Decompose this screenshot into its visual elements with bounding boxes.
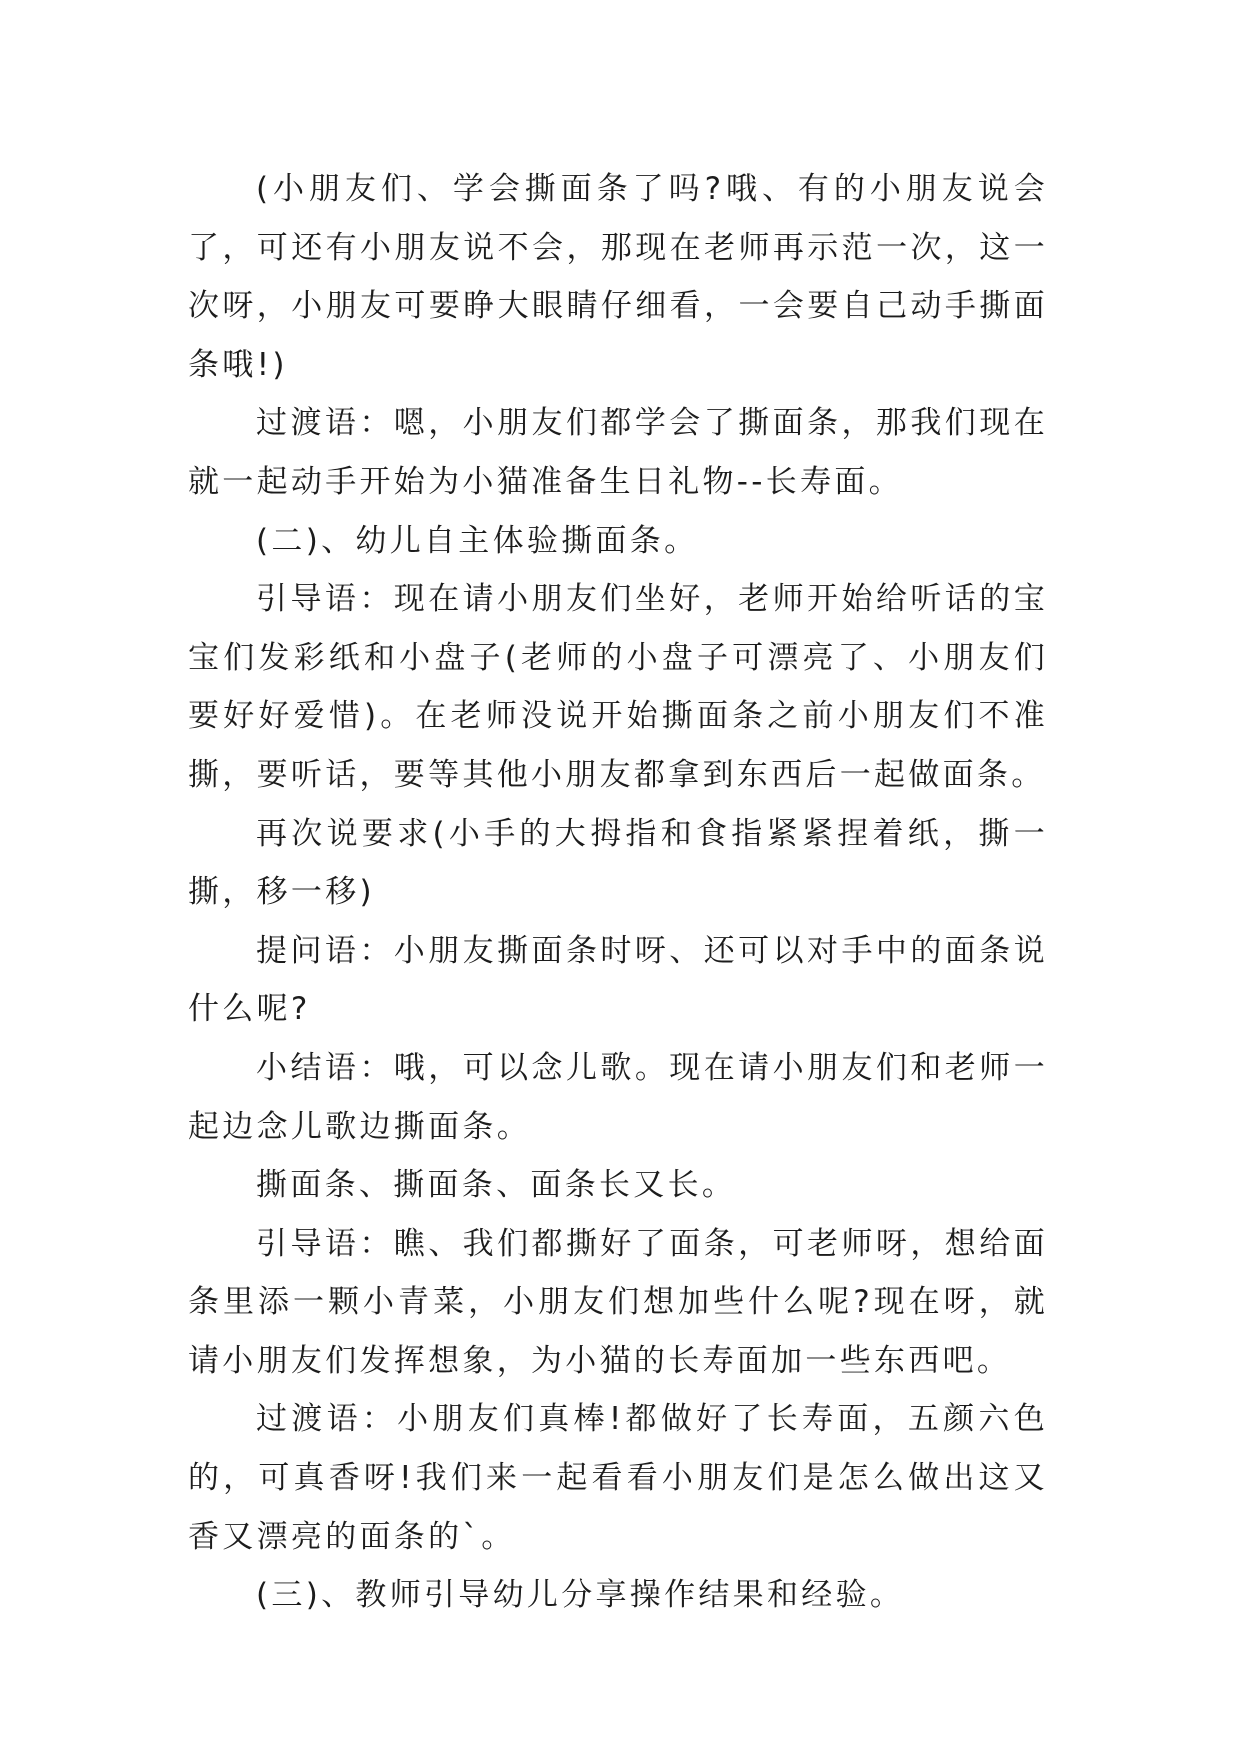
paragraph-transition-1: 过渡语：嗯，小朋友们都学会了撕面条，那我们现在就一起动手开始为小猫准备生日礼物--长寿面。	[188, 405, 1048, 500]
paragraph-rhyme: 撕面条、撕面条、面条长又长。	[256, 1167, 737, 1204]
section-heading-2: (二)、幼儿自主体验撕面条。	[256, 522, 699, 559]
paragraph-requirement: 再次说要求(小手的大拇指和食指紧紧捏着纸，撕一撕，移一移)	[188, 815, 1048, 911]
paragraph-summary: 小结语：哦，可以念儿歌。现在请小朋友们和老师一起边念儿歌边撕面条。	[188, 1049, 1048, 1145]
paragraph-transition-2: 过渡语：小朋友们真棒!都做好了长寿面，五颜六色的，可真香呀!我们来一起看看小朋友们是怎么做出这又香又漂亮的面条的`。	[188, 1401, 1048, 1555]
section-heading-3: (三)、教师引导幼儿分享操作结果和经验。	[256, 1577, 905, 1614]
paragraph-question: 提问语：小朋友撕面条时呀、还可以对手中的面条说什么呢?	[188, 932, 1048, 1028]
document-body	[188, 160, 1048, 1625]
paragraph-guide-2: 引导语：瞧、我们都撕好了面条，可老师呀，想给面条里添一颗小青菜，小朋友们想加些什么呢?现在呀，就请小朋友们发挥想象，为小猫的长寿面加一些东西吧。	[188, 1225, 1048, 1379]
paragraph-guide-1: 引导语：现在请小朋友们坐好，老师开始给听话的宝宝们发彩纸和小盘子(老师的小盘子可漂亮了、小朋友们要好好爱惜)。在老师没说开始撕面条之前小朋友们不准撕，要听话，要等其他小朋友都拿到东西后一起做面条。	[188, 581, 1048, 793]
paragraph-intro-question: (小朋友们、学会撕面条了吗?哦、有的小朋友说会了，可还有小朋友说不会，那现在老师再示范一次，这一次呀，小朋友可要睁大眼睛仔细看，一会要自己动手撕面条哦!)	[188, 171, 1048, 383]
